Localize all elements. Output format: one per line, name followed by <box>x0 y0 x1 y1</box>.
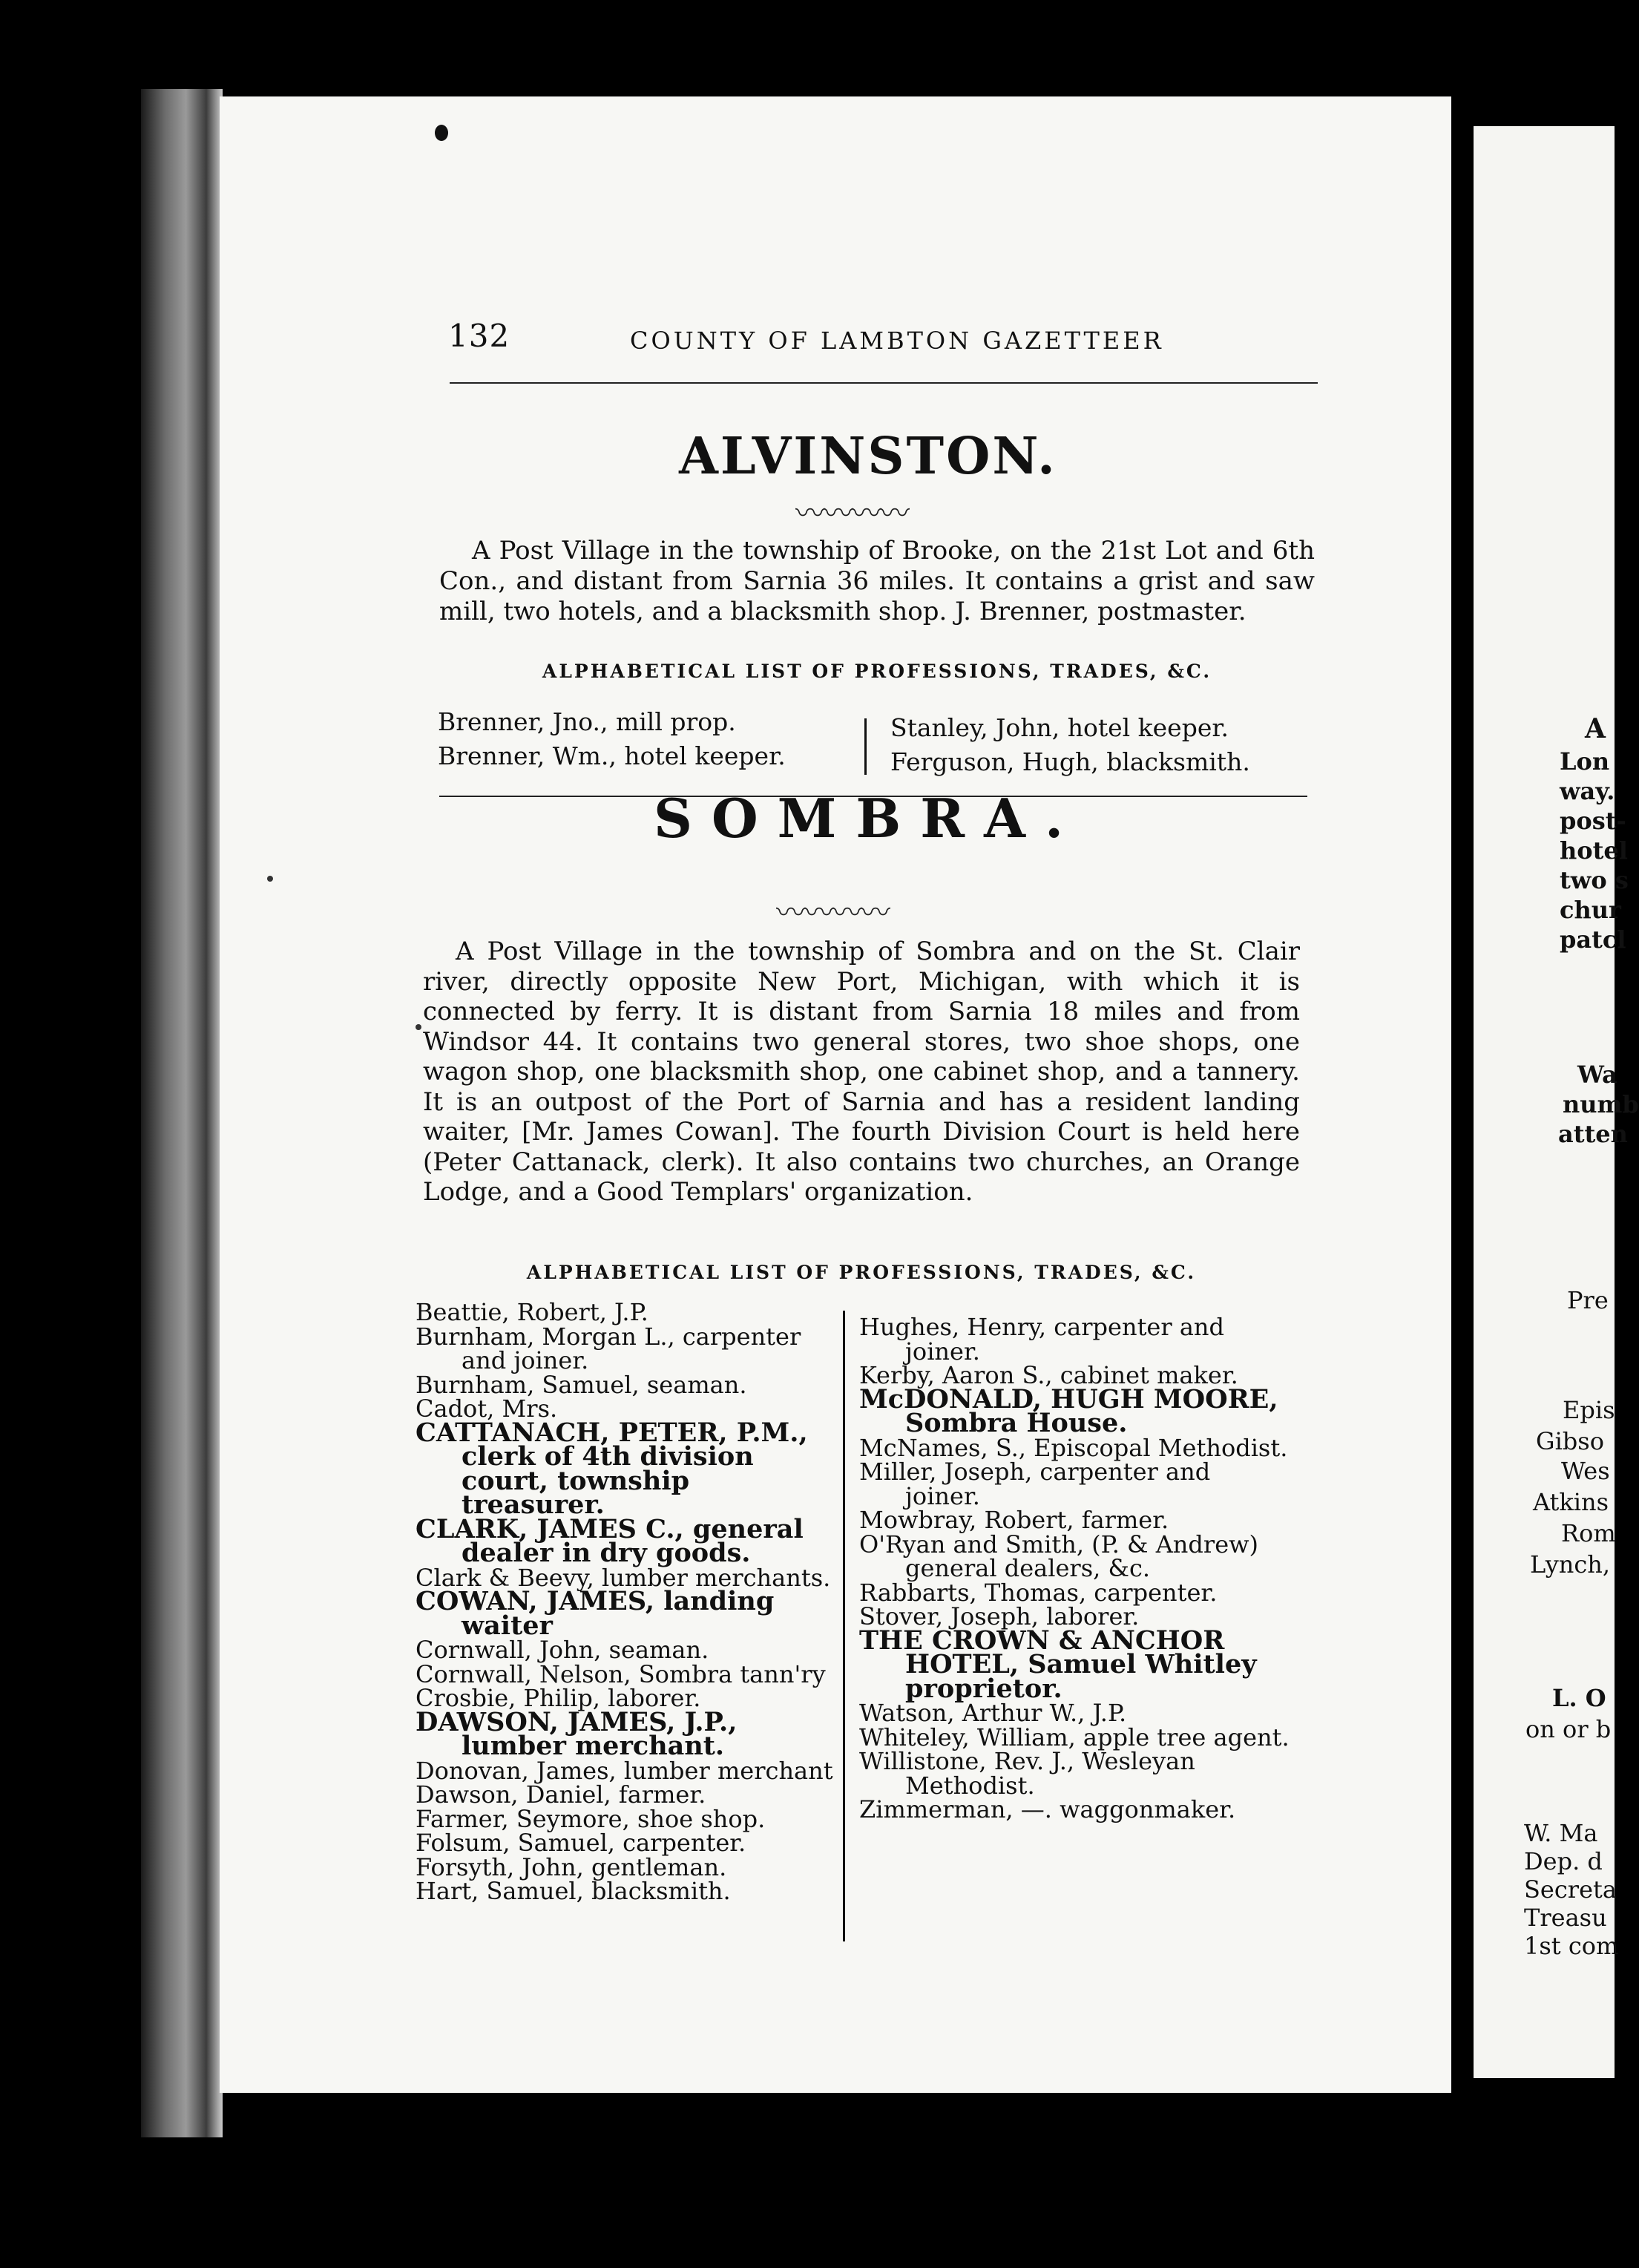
adjacent-fragment: Wa <box>1577 1061 1617 1089</box>
list-entry: Cadot, Mrs. <box>416 1394 558 1423</box>
adjacent-fragment: two s <box>1560 866 1629 894</box>
list-entry: Cornwall, Nelson, Sombra tann'ry <box>416 1659 826 1688</box>
adjacent-fragment: Lynch, <box>1530 1550 1611 1579</box>
page-number: 132 <box>448 318 510 354</box>
list-entry: Dawson, Daniel, farmer. <box>416 1780 706 1809</box>
list-entry: Ferguson, Hugh, blacksmith. <box>890 747 1250 776</box>
list-entry: Burnham, Morgan L., carpenter and joiner. <box>416 1322 801 1374</box>
adjacent-fragment: post- <box>1560 807 1626 835</box>
alvinston-list-right <box>890 711 1321 779</box>
adjacent-fragment: Lon <box>1560 747 1610 776</box>
adjacent-fragment: way. <box>1560 777 1615 805</box>
sombra-heading: SOMBRA. <box>653 787 1083 850</box>
list-entry: Mowbray, Robert, farmer. <box>859 1506 1169 1534</box>
adjacent-fragment: W. Ma <box>1524 1819 1598 1847</box>
adjacent-fragment: numb <box>1563 1090 1639 1118</box>
list-entry: Stover, Joseph, laborer. <box>859 1602 1140 1630</box>
ornament-swash: 〰〰〰〰 <box>795 496 908 531</box>
list-entry: Willistone, Rev. J., Wesleyan Methodist. <box>859 1747 1195 1800</box>
list-entry: Hart, Samuel, blacksmith. <box>416 1877 731 1905</box>
adjacent-fragment: Secreta <box>1524 1875 1617 1904</box>
list-entry: Rabbarts, Thomas, carpenter. <box>859 1578 1218 1607</box>
adjacent-fragment: Gibso <box>1536 1427 1604 1455</box>
list-entry: Hughes, Henry, carpenter and joiner. <box>859 1313 1224 1366</box>
column-divider <box>843 1311 845 1941</box>
list-entry: Folsum, Samuel, carpenter. <box>416 1829 746 1857</box>
alvinston-heading: ALVINSTON. <box>679 427 1057 486</box>
alvinston-description: A Post Village in the township of Brooke, on the 21st Lot and 6th Con., and distant from Sarnia 36 miles. It contains a grist and saw mill, two hotels, and a blacksmith shop. J. Brenner, postmaster. <box>439 536 1315 626</box>
adjacent-fragment: patcl <box>1560 925 1626 954</box>
list-entry: Brenner, Wm., hotel keeper. <box>438 741 786 770</box>
list-entry: Crosbie, Philip, laborer. <box>416 1684 701 1712</box>
list-entry: Brenner, Jno., mill prop. <box>438 707 736 736</box>
adjacent-fragment: Treasu <box>1524 1904 1607 1932</box>
sombra-list-right <box>859 1315 1293 1822</box>
list-entry: Cornwall, John, seaman. <box>416 1636 709 1664</box>
list-entry: Forsyth, John, gentleman. <box>416 1852 727 1881</box>
list-entry: CLARK, JAMES C., general dealer in dry goods. <box>416 1513 804 1568</box>
running-head <box>448 318 1324 362</box>
list-entry: McDONALD, HUGH MOORE, Sombra House. <box>859 1383 1278 1438</box>
scan-speck <box>416 1024 421 1030</box>
ornament-swash: 〰〰〰〰 <box>776 896 889 930</box>
alvinston-list-heading: ALPHABETICAL LIST OF PROFESSIONS, TRADES, &C. <box>542 661 1212 682</box>
running-title: COUNTY OF LAMBTON GAZETTEER <box>630 327 1164 355</box>
list-entry: Donovan, James, lumber merchant <box>416 1756 833 1785</box>
column-divider <box>864 718 867 775</box>
list-entry: Whiteley, William, apple tree agent. <box>859 1723 1290 1751</box>
sombra-list-heading: ALPHABETICAL LIST OF PROFESSIONS, TRADES, &C. <box>526 1262 1197 1283</box>
alvinston-list-left <box>438 705 853 773</box>
sombra-list-left <box>416 1300 840 1904</box>
list-entry: Zimmerman, —. waggonmaker. <box>859 1795 1236 1823</box>
list-entry: Kerby, Aaron S., cabinet maker. <box>859 1361 1238 1389</box>
list-entry: Farmer, Seymore, shoe shop. <box>416 1804 766 1833</box>
header-rule <box>450 382 1318 384</box>
book-binding-edge <box>141 89 223 2137</box>
list-entry: DAWSON, JAMES, J.P., lumber merchant. <box>416 1706 738 1761</box>
scan-blemish <box>435 125 448 141</box>
adjacent-fragment: Rom <box>1561 1519 1616 1547</box>
sombra-description: A Post Village in the township of Sombra and on the St. Clair river, directly opposite New Port, Michigan, with which it is connected by ferry. It is distant from Sarnia 18 miles and from Windsor 44. It contains two general stores, two shoe shops, one wagon shop, one blacksmith shop, one cabinet shop, and a tannery. It is an outpost of the Port of Sarnia and has a resident landing waiter, [Mr. James Cowan]. The fourth Division Court is held here (Peter Cattanack, clerk). It also contains two churches, an Orange Lodge, and a Good Templars' organization. <box>423 937 1300 1207</box>
adjacent-fragment: Wes <box>1561 1457 1610 1485</box>
list-entry: Clark & Beevy, lumber merchants. <box>416 1563 831 1592</box>
list-entry: Beattie, Robert, J.P. <box>416 1298 648 1326</box>
adjacent-fragment: Pre <box>1567 1286 1609 1314</box>
adjacent-fragment: A <box>1585 713 1606 744</box>
adjacent-fragment: L. O <box>1552 1684 1606 1712</box>
list-entry: Burnham, Samuel, seaman. <box>416 1370 747 1399</box>
adjacent-fragment: Epis <box>1563 1396 1615 1424</box>
adjacent-fragment: atten <box>1558 1120 1628 1148</box>
list-entry: COWAN, JAMES, landing waiter <box>416 1586 775 1641</box>
list-entry: Stanley, John, hotel keeper. <box>890 713 1229 742</box>
list-entry: McNames, S., Episcopal Methodist. <box>859 1433 1288 1462</box>
adjacent-fragment: Atkins <box>1533 1488 1609 1516</box>
adjacent-fragment: Dep. d <box>1524 1847 1603 1875</box>
list-entry: Miller, Joseph, carpenter and joiner. <box>859 1458 1211 1510</box>
scan-speck <box>267 876 273 882</box>
list-entry: CATTANACH, PETER, P.M., clerk of 4th division court, township treasurer. <box>416 1417 808 1520</box>
adjacent-fragment: on or b <box>1525 1715 1612 1743</box>
adjacent-fragment: chur <box>1560 896 1621 924</box>
adjacent-fragment: 1st com <box>1524 1932 1619 1960</box>
list-entry: Watson, Arthur W., J.P. <box>859 1699 1127 1727</box>
adjacent-fragment: hotel <box>1560 836 1628 865</box>
list-entry: O'Ryan and Smith, (P. & Andrew) general dealers, &c. <box>859 1530 1258 1582</box>
list-entry: THE CROWN & ANCHOR HOTEL, Samuel Whitley proprietor. <box>859 1625 1257 1704</box>
